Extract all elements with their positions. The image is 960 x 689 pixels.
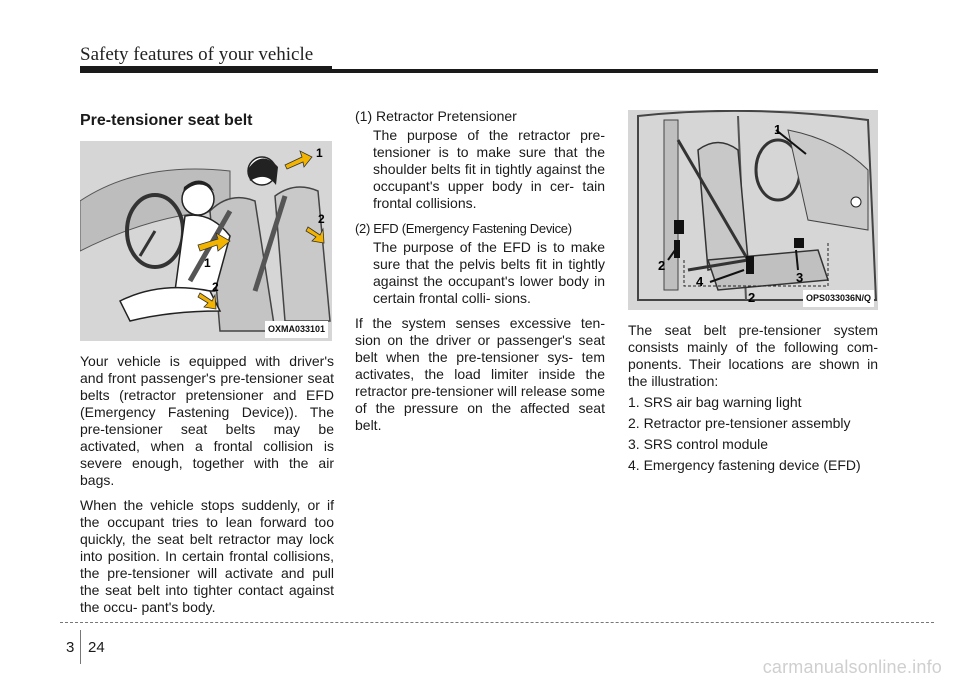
component-location-figure (628, 110, 878, 310)
figure-label: 2 (748, 290, 756, 305)
figure-label: 4 (696, 274, 704, 289)
left-column (80, 108, 334, 616)
car-interior-occupants-illustration (80, 141, 332, 341)
seatbelt-illustration-figure (80, 141, 332, 341)
list-item: 3. SRS control module (628, 436, 769, 452)
middle-column (355, 108, 605, 434)
retractor-title: (1) Retractor Pretensioner (355, 108, 517, 124)
efd-description: The purpose of the EFD is to make sure that the pelvis belts fit in tightly against the occupant's lower body in certain frontal colli- sions. (373, 239, 605, 306)
component-location-illustration (628, 110, 878, 310)
figure-label: 2 (318, 212, 325, 226)
figure-label: 2 (212, 280, 219, 294)
figure-code: OXMA033101 (265, 321, 328, 338)
footer-rule (60, 622, 934, 623)
page-header-title: Safety features of your vehicle (80, 44, 314, 65)
list-item: 4. Emergency fastening device (EFD) (628, 457, 861, 473)
right-column (628, 110, 878, 474)
watermark: carmanualsonline.info (762, 657, 942, 677)
efd-title: (2) EFD (Emergency Fastening Device) (355, 221, 572, 236)
header-rule-accent (80, 66, 332, 73)
lock-paragraph: When the vehicle stops suddenly, or if the occupant tries to lean forward too quickly, the seat belt retractor may lock into position. In certain frontal collisions, the pre-tensioner will activate and pull the seat belt into tighter contact against the occu- pant's body. (80, 497, 334, 615)
components-intro: The seat belt pre-tensioner system consists mainly of the following com- ponents. Their locations are shown in the illustration: (628, 322, 878, 389)
figure-label: 1 (774, 122, 782, 137)
list-item: 2. Retractor pre-tensioner assembly (628, 415, 851, 431)
chapter-number: 3 (66, 639, 75, 656)
page-number: 24 (88, 639, 105, 656)
retractor-description: The purpose of the retractor pre- tensioner is to make sure that the shoulder belts fit in tightly against the occupant's upper body in cer- tain frontal collisions. (373, 127, 605, 211)
figure-label: 1 (316, 146, 323, 160)
figure-label: 1 (204, 256, 211, 270)
section-heading: Pre-tensioner seat belt (80, 112, 253, 129)
figure-label: 2 (658, 258, 666, 273)
figure-label: 3 (796, 270, 804, 285)
load-limiter-paragraph: If the system senses excessive ten- sion on the driver or passenger's seat belt when the pre-tensioner sys- tem activates, the load limiter inside the retractor pre-tensioner will release some of the pressure on the affected seat belt. (355, 315, 605, 433)
intro-paragraph: Your vehicle is equipped with driver's and front passenger's pre-tensioner seat belts (retractor pretensioner and EFD (Emergency Fastening Device)). The pre-tensioner seat belts may be activated, when a frontal collision is severe enough, together with the air bags. (80, 353, 334, 488)
footer-divider (80, 630, 81, 664)
components-list (628, 394, 878, 474)
figure-code: OPS033036N/Q (803, 290, 874, 307)
list-item: 1. SRS air bag warning light (628, 394, 802, 410)
